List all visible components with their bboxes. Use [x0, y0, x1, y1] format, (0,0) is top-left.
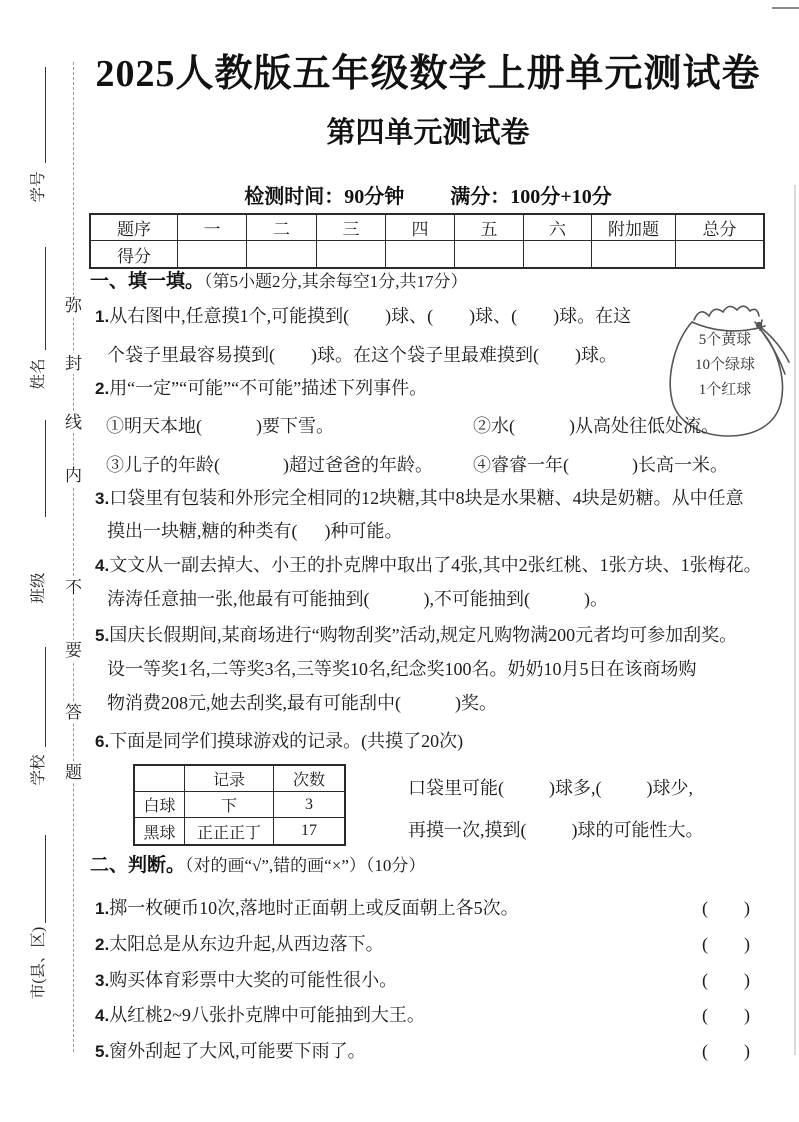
question-text: 物消费208元,她去刮奖,最有可能刮中( )奖。 — [107, 693, 497, 713]
bag-line-green: 10个绿球 — [694, 357, 755, 373]
question-2-item-2: ②水( )从高处往低处流。 — [473, 416, 719, 436]
record-tally: 下 — [185, 792, 274, 818]
full-marks: 满分：100分+10分 — [450, 186, 612, 208]
question-text: 设一等奖1名,二等奖3名,三等奖10名,纪念奖100名。奶奶10月5日在该商场购 — [107, 659, 697, 679]
city-county-label: 市(县、区) — [30, 926, 47, 1000]
question-number: 2. — [95, 379, 110, 398]
score-col-header: 总分 — [676, 215, 763, 241]
question-number: 1. — [95, 899, 110, 918]
question-text: 口袋里有包装和外形完全相同的12块糖,其中8块是水果糖、4块是奶糖。从中任意 — [109, 488, 744, 508]
judgment-item-2 — [95, 932, 384, 957]
seal-dashed-line — [73, 62, 74, 1052]
question-number: 5. — [95, 1042, 110, 1061]
question-text: 摸出一块糖,糖的种类有( )种可能。 — [107, 521, 403, 541]
question-5-line-3 — [107, 691, 497, 715]
question-2-intro — [95, 376, 427, 401]
score-cell — [455, 241, 524, 267]
exam-time: 检测时间：90分钟 — [244, 186, 405, 208]
score-cell — [247, 241, 317, 267]
school-blank-line — [45, 647, 46, 747]
class-label: 班级 — [30, 572, 47, 604]
question-5-line-2 — [107, 657, 697, 681]
score-cell — [386, 241, 455, 267]
section-two-title: 二、判断。 — [90, 855, 186, 876]
question-6-fill-line-2: 再摸一次,摸到( )球的可能性大。 — [408, 820, 704, 840]
judgment-item-5 — [95, 1039, 366, 1064]
name-label: 姓名 — [30, 358, 47, 390]
score-table — [89, 213, 765, 269]
question-6-intro — [95, 729, 463, 754]
question-text: 国庆长假期间,某商场进行“购物刮奖”活动,规定凡购物满200元者均可参加刮奖。 — [109, 625, 738, 645]
question-text: 掷一枚硬币10次,落地时正面朝上或反面朝上各5次。 — [109, 898, 519, 918]
exam-info-line — [90, 180, 766, 209]
student-id-label: 学号 — [30, 171, 47, 203]
record-tally: 正正正丁 — [185, 818, 274, 844]
score-col-header: 四 — [386, 215, 455, 241]
section-two-note: （对的画“√”,错的画“×”）（10分） — [185, 856, 426, 875]
score-col-header: 一 — [178, 215, 247, 241]
record-header-count: 次数 — [274, 766, 344, 792]
score-col-header: 二 — [247, 215, 317, 241]
record-count: 17 — [301, 822, 317, 839]
record-header-record: 记录 — [185, 766, 274, 792]
page-title: 2025人教版五年级数学上册单元测试卷 — [95, 53, 761, 95]
answer-bracket-1: ( ) — [702, 898, 750, 918]
judgment-item-3 — [95, 968, 397, 993]
score-cell — [524, 241, 592, 267]
city-blank-line — [45, 835, 46, 923]
question-3-line-1 — [95, 486, 744, 511]
question-text: 用“一定”“可能”“不可能”描述下列事件。 — [109, 378, 428, 398]
seal-char: 内 — [65, 466, 82, 485]
seal-char: 要 — [65, 641, 82, 660]
question-number: 3. — [95, 971, 110, 990]
bag-line-red: 1个红球 — [698, 382, 752, 398]
question-number: 1. — [95, 307, 110, 326]
class-blank-line — [45, 420, 46, 517]
score-row-label: 得分 — [91, 241, 178, 267]
question-2-item-4: ④睿睿一年( )长高一米。 — [473, 455, 728, 475]
section-one-note: （第5小题2分,其余每空1分,共17分） — [204, 272, 468, 291]
school-label: 学校 — [30, 754, 47, 786]
answer-bracket-3: ( ) — [702, 970, 750, 990]
score-col-header: 三 — [317, 215, 386, 241]
section-one-title: 一、填一填。 — [90, 271, 205, 292]
name-blank-line — [45, 247, 46, 350]
section-two-heading — [90, 853, 425, 878]
question-number: 6. — [95, 732, 110, 751]
scan-artifact-mark — [772, 7, 799, 9]
score-cell — [592, 241, 676, 267]
judgment-item-4 — [95, 1003, 425, 1028]
question-text: 下面是同学们摸球游戏的记录。(共摸了20次) — [109, 731, 464, 751]
question-2-item-3: ③儿子的年龄( )超过爸爸的年龄。 — [106, 455, 433, 475]
answer-bracket-4: ( ) — [702, 1005, 750, 1025]
student-id-blank-line — [45, 67, 46, 163]
seal-char: 封 — [65, 354, 82, 373]
question-1-line-1 — [95, 304, 631, 329]
question-5-line-1 — [95, 623, 737, 648]
score-col-header: 附加题 — [592, 215, 676, 241]
score-col-header: 题序 — [91, 215, 178, 241]
bag-contents-text — [660, 328, 790, 403]
question-6-fill-line-1: 口袋里可能( )球多,( )球少, — [408, 778, 693, 798]
score-col-header: 六 — [524, 215, 592, 241]
record-row-label: 白球 — [135, 792, 185, 818]
question-2-item-1: ①明天本地( )要下雪。 — [106, 416, 334, 436]
question-text: 购买体育彩票中大奖的可能性很小。 — [109, 970, 398, 990]
question-4-line-2 — [107, 587, 608, 611]
bag-line-yellow: 5个黄球 — [698, 332, 752, 348]
question-text: 从红桃2~9八张扑克牌中可能抽到大王。 — [109, 1005, 425, 1025]
ball-record-table — [133, 764, 346, 846]
record-row-label: 黑球 — [135, 818, 185, 844]
question-number: 5. — [95, 626, 110, 645]
record-count: 3 — [274, 792, 344, 818]
seal-char: 弥 — [65, 296, 82, 315]
question-number: 2. — [95, 935, 110, 954]
question-text: 从右图中,任意摸1个,可能摸到( )球、( )球、( )球。在这 — [109, 306, 632, 326]
question-text: 太阳总是从东边升起,从西边落下。 — [109, 934, 384, 954]
unit-subtitle: 第四单元测试卷 — [326, 117, 530, 149]
score-cell — [178, 241, 247, 267]
seal-char: 不 — [65, 578, 82, 597]
question-text: 文文从一副去掉大、小王的扑克牌中取出了4张,其中2张红桃、1张方块、1张梅花。 — [109, 555, 762, 575]
question-text: 涛涛任意抽一张,他最有可能抽到( ),不可能抽到( )。 — [107, 589, 608, 609]
section-one-heading — [90, 269, 468, 294]
answer-bracket-2: ( ) — [702, 934, 750, 954]
seal-char: 题 — [65, 763, 82, 782]
question-number: 4. — [95, 556, 110, 575]
question-number: 4. — [95, 1006, 110, 1025]
question-4-line-1 — [95, 553, 762, 578]
answer-bracket-5: ( ) — [702, 1041, 750, 1061]
question-3-line-2 — [107, 519, 403, 543]
question-number: 3. — [95, 489, 110, 508]
judgment-item-1 — [95, 896, 519, 921]
question-text: 窗外刮起了大风,可能要下雨了。 — [109, 1041, 366, 1061]
seal-char: 答 — [65, 703, 82, 722]
score-col-header: 五 — [455, 215, 524, 241]
question-1-line-2 — [107, 343, 617, 367]
score-cell — [676, 241, 763, 267]
score-cell — [317, 241, 386, 267]
record-header-blank — [135, 766, 185, 792]
question-text: 个袋子里最容易摸到( )球。在这个袋子里最难摸到( )球。 — [107, 345, 617, 365]
seal-char: 线 — [65, 413, 82, 432]
